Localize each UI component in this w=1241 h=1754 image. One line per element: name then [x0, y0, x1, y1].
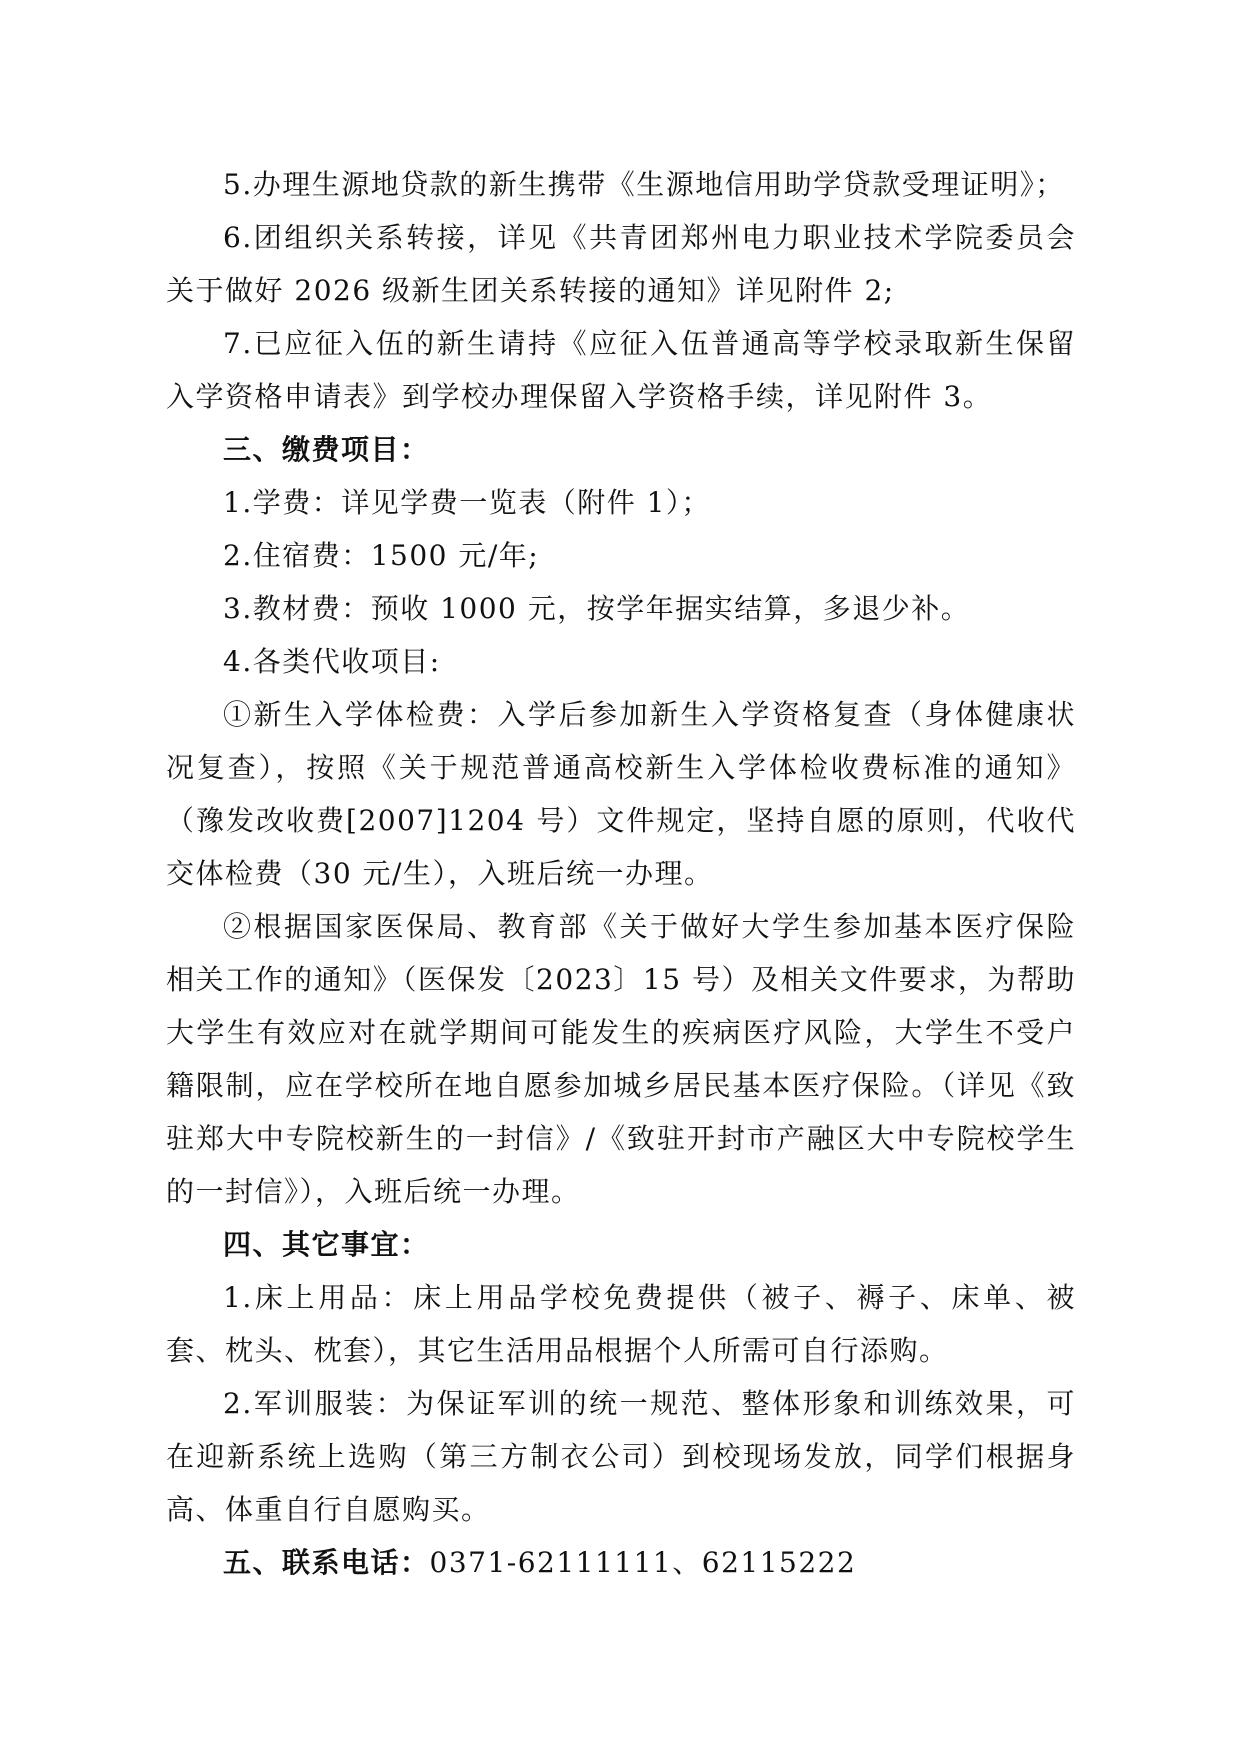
fee-medical-exam: ①新生入学体检费：入学后参加新生入学资格复查（身体健康状况复查），按照《关于规范普通高校新生入学体检收费标准的通知》（豫发改收费[2007]1204 号）文件规定，坚持自愿的原则，代收代交体检费（30 元/生），入班后统一办理。: [166, 698, 1076, 890]
fee-medical-insurance: ②根据国家医保局、教育部《关于做好大学生参加基本医疗保险相关工作的通知》（医保发〔2023〕15 号）及相关文件要求，为帮助大学生有效应对在就学期间可能发生的疾病医疗风险，大学生不受户籍限制，应在学校所在地自愿参加城乡居民基本医疗保险。（详见《致驻郑大中专院校新生的一封信》/《致驻开封市产融区大中专院校学生的一封信》），入班后统一办理。: [166, 910, 1076, 1208]
section-3-heading: 三、缴费项目：: [223, 433, 430, 466]
document-body: [166, 158, 1076, 1589]
fee-collected-items: 4.各类代收项目:: [223, 645, 441, 678]
misc-bedding: 1.床上用品：床上用品学校免费提供（被子、褥子、床单、被套、枕头、枕套），其它生活用品根据个人所需可自行添购。: [166, 1281, 1076, 1367]
item-6-league-transfer: 6.团组织关系转接，详见《共青团郑州电力职业技术学院委员会关于做好 2026 级新生团关系转接的通知》详见附件 2;: [166, 221, 1076, 307]
misc-military-uniform: 2.军训服装：为保证军训的统一规范、整体形象和训练效果，可在迎新系统上选购（第三方制衣公司）到校现场发放，同学们根据身高、体重自行自愿购买。: [166, 1387, 1076, 1526]
section-5-contact: [166, 1536, 1076, 1589]
item-5-student-loan: 5.办理生源地贷款的新生携带《生源地信用助学贷款受理证明》；: [223, 168, 1065, 201]
fee-tuition: 1.学费：详见学费一览表（附件 1）；: [223, 486, 711, 519]
fee-accommodation: 2.住宿费：1500 元/年;: [223, 539, 540, 572]
item-7-enlistment: 7.已应征入伍的新生请持《应征入伍普通高等学校录取新生保留入学资格申请表》到学校办理保留入学资格手续，详见附件 3。: [166, 327, 1076, 413]
contact-phone-numbers: 0371-62111111、62115222: [429, 1546, 857, 1579]
section-4-heading: 四、其它事宜：: [223, 1228, 430, 1261]
fee-textbook: 3.教材费：预收 1000 元，按学年据实结算，多退少补。: [223, 592, 971, 625]
section-5-heading: 五、联系电话：: [223, 1546, 430, 1579]
